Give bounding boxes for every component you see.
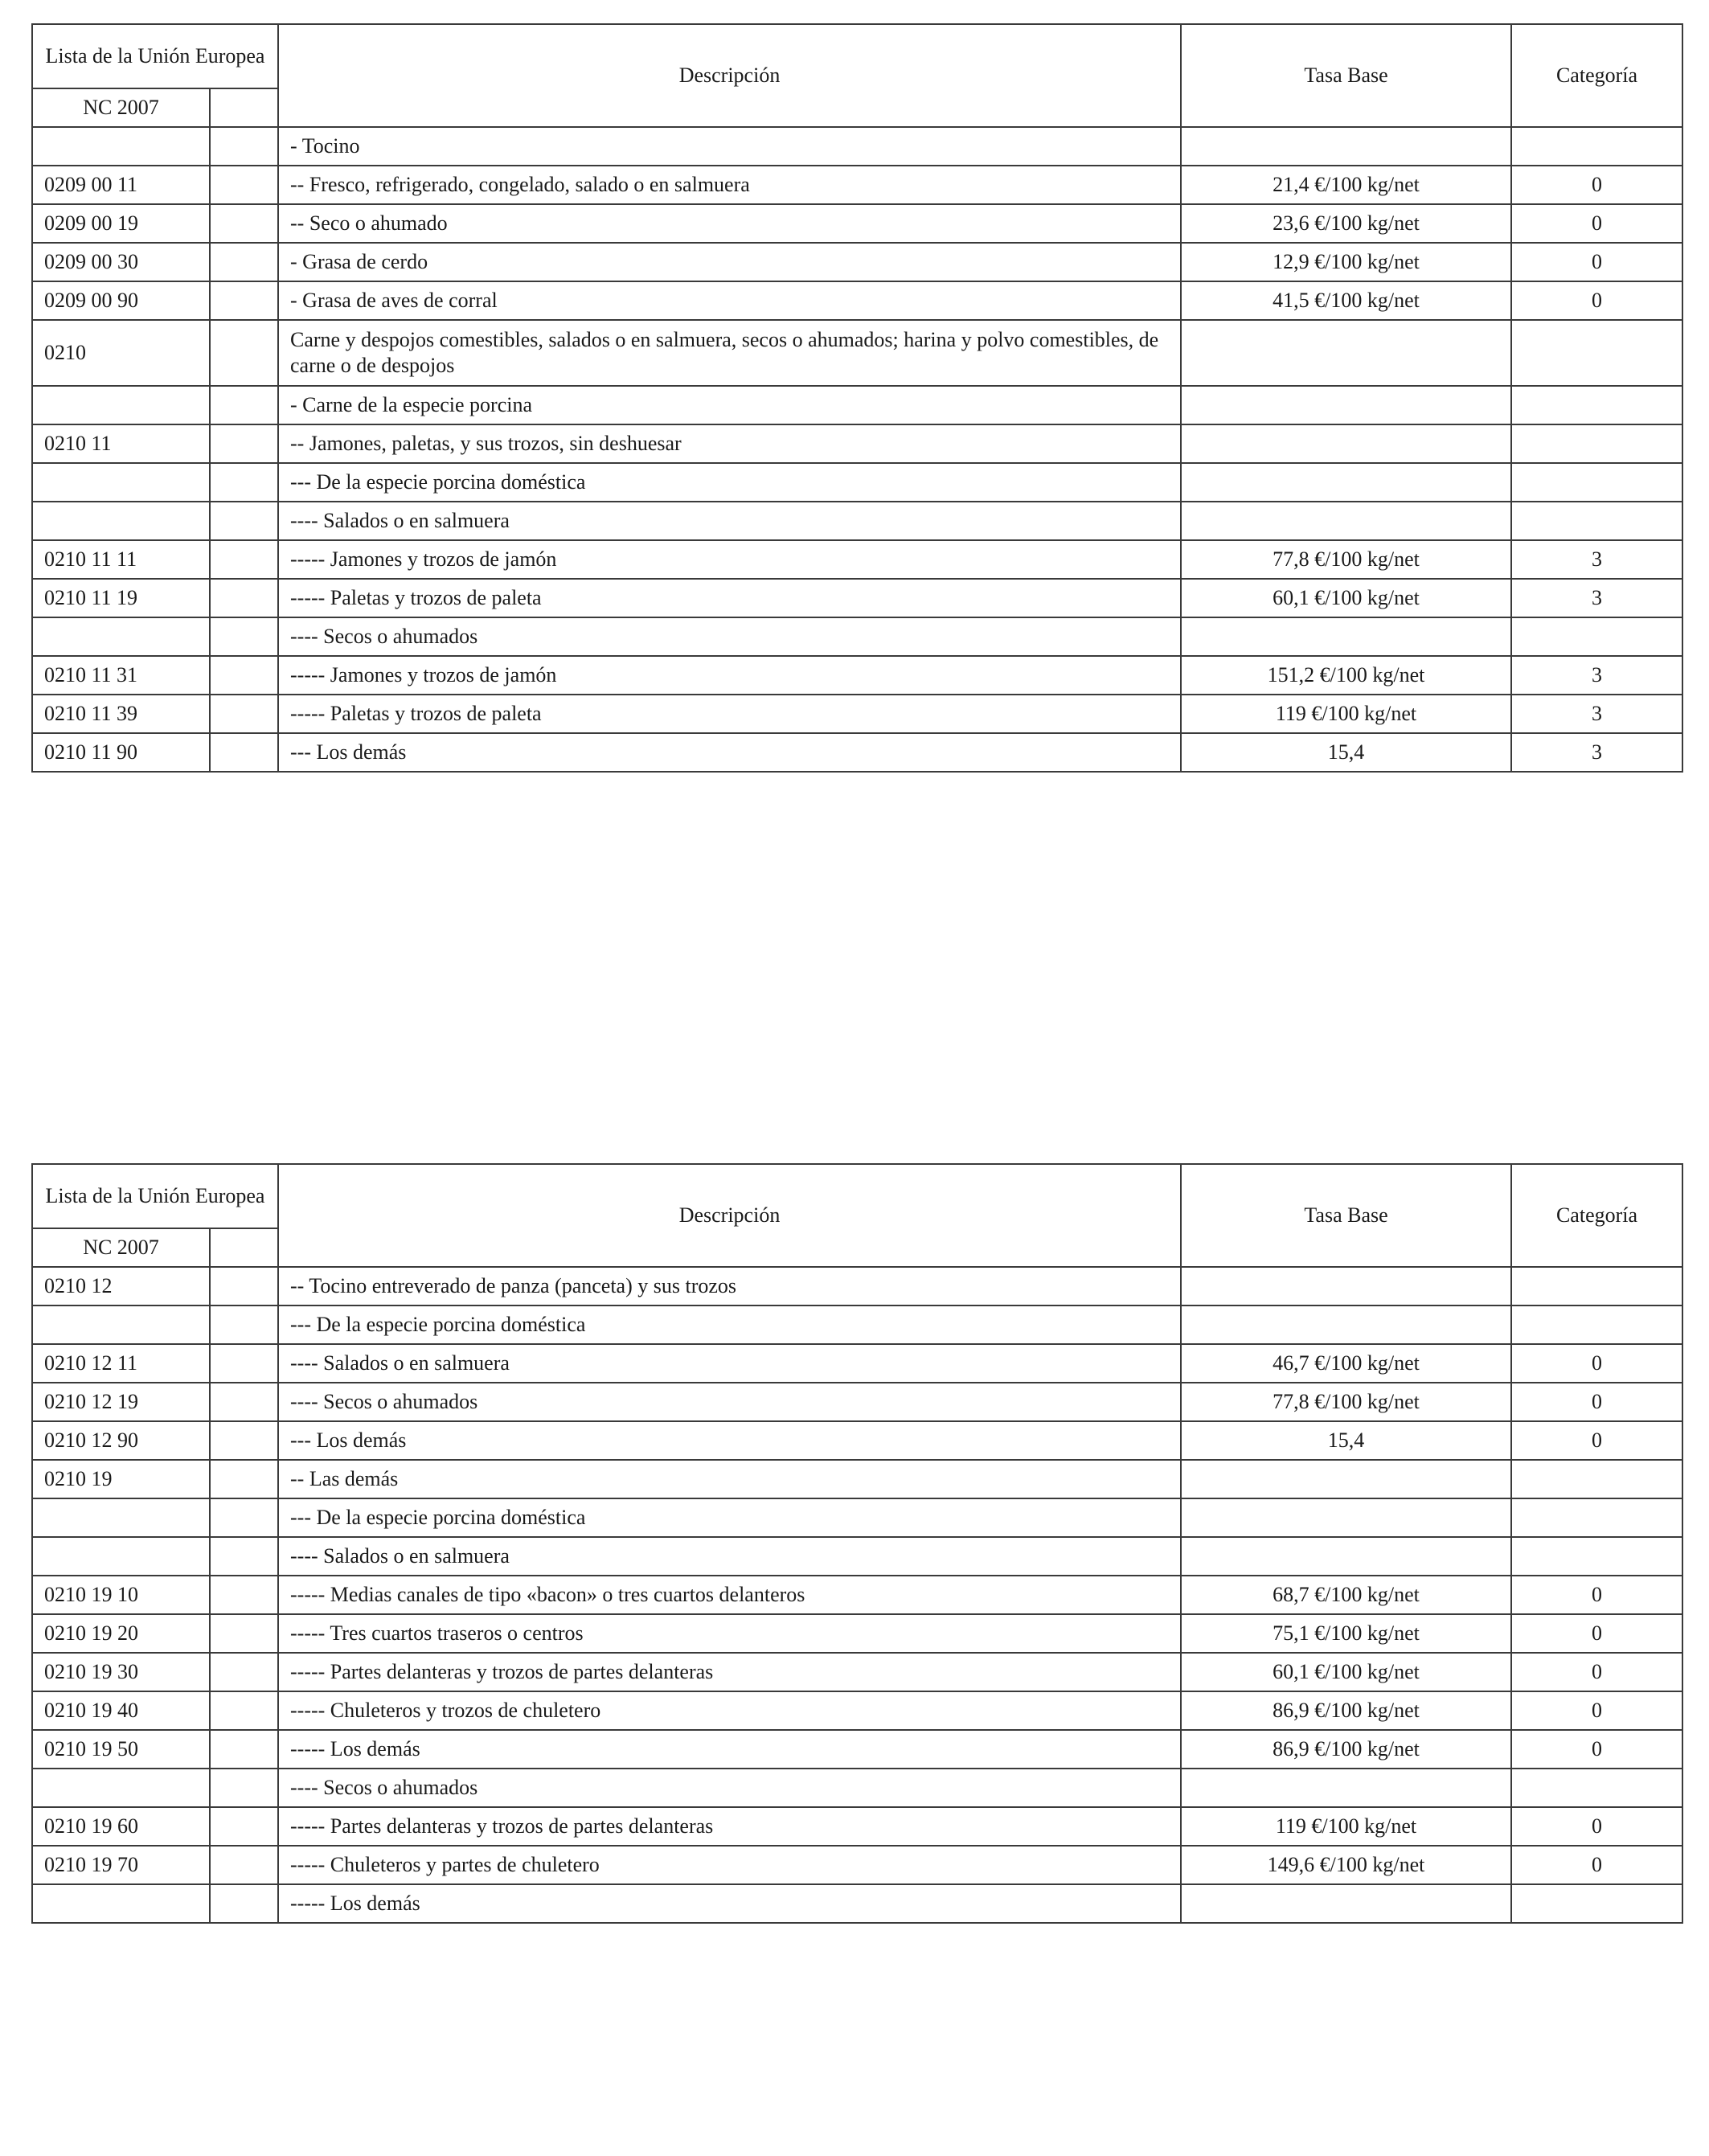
category-cell: 3 <box>1511 579 1682 617</box>
base-rate-cell <box>1181 1267 1511 1305</box>
base-rate-cell: 149,6 €/100 kg/net <box>1181 1846 1511 1884</box>
category-cell <box>1511 127 1682 166</box>
description-cell: --- Los demás <box>278 733 1181 772</box>
table-row <box>32 1653 1682 1691</box>
description-cell: ----- Chuleteros y trozos de chuletero <box>278 1691 1181 1730</box>
code-cell: 0210 19 30 <box>32 1653 210 1691</box>
code-cell: 0210 11 90 <box>32 733 210 772</box>
blank-cell <box>210 1653 278 1691</box>
code-cell <box>32 1498 210 1537</box>
code-cell: 0210 19 60 <box>32 1807 210 1846</box>
table-row <box>32 243 1682 281</box>
base-rate-cell: 151,2 €/100 kg/net <box>1181 656 1511 695</box>
category-cell <box>1511 424 1682 463</box>
table-row <box>32 1305 1682 1344</box>
blank-cell <box>210 1421 278 1460</box>
blank-cell <box>210 386 278 424</box>
table-body <box>32 127 1682 772</box>
code-cell: 0210 19 20 <box>32 1614 210 1653</box>
code-cell: 0210 19 <box>32 1460 210 1498</box>
blank-cell <box>210 695 278 733</box>
blank-cell <box>210 243 278 281</box>
code-cell: 0209 00 19 <box>32 204 210 243</box>
category-cell: 0 <box>1511 1576 1682 1614</box>
blank-cell <box>210 1498 278 1537</box>
description-cell: ----- Los demás <box>278 1730 1181 1769</box>
category-cell <box>1511 1884 1682 1923</box>
base-rate-cell: 77,8 €/100 kg/net <box>1181 540 1511 579</box>
description-cell: - Tocino <box>278 127 1181 166</box>
table-row <box>32 1537 1682 1576</box>
category-cell: 3 <box>1511 733 1682 772</box>
table-row <box>32 540 1682 579</box>
blank-cell <box>210 463 278 502</box>
category-cell: 0 <box>1511 243 1682 281</box>
header-description: Descripción <box>278 24 1181 127</box>
category-cell <box>1511 617 1682 656</box>
base-rate-cell <box>1181 1498 1511 1537</box>
base-rate-cell: 46,7 €/100 kg/net <box>1181 1344 1511 1383</box>
code-cell: 0210 19 10 <box>32 1576 210 1614</box>
code-cell <box>32 617 210 656</box>
code-cell: 0210 11 31 <box>32 656 210 695</box>
category-cell: 0 <box>1511 166 1682 204</box>
code-cell: 0210 12 <box>32 1267 210 1305</box>
table-body <box>32 1267 1682 1923</box>
description-cell: -- Jamones, paletas, y sus trozos, sin deshuesar <box>278 424 1181 463</box>
code-cell: 0210 12 19 <box>32 1383 210 1421</box>
description-cell: ---- Salados o en salmuera <box>278 1344 1181 1383</box>
category-cell <box>1511 1769 1682 1807</box>
code-cell <box>32 502 210 540</box>
base-rate-cell: 119 €/100 kg/net <box>1181 695 1511 733</box>
blank-cell <box>210 281 278 320</box>
description-cell: ---- Salados o en salmuera <box>278 502 1181 540</box>
base-rate-cell <box>1181 502 1511 540</box>
table-row <box>32 1807 1682 1846</box>
category-cell: 0 <box>1511 1344 1682 1383</box>
table-row <box>32 1383 1682 1421</box>
category-cell <box>1511 320 1682 386</box>
header-base-rate: Tasa Base <box>1181 24 1511 127</box>
table-row <box>32 204 1682 243</box>
description-cell: ----- Paletas y trozos de paleta <box>278 695 1181 733</box>
base-rate-cell <box>1181 1884 1511 1923</box>
table-row <box>32 617 1682 656</box>
base-rate-cell <box>1181 1769 1511 1807</box>
table-row <box>32 1460 1682 1498</box>
category-cell <box>1511 1305 1682 1344</box>
table-row <box>32 1691 1682 1730</box>
table-row <box>32 1267 1682 1305</box>
table-row <box>32 1769 1682 1807</box>
code-cell: 0210 12 11 <box>32 1344 210 1383</box>
description-cell: ----- Paletas y trozos de paleta <box>278 579 1181 617</box>
table-row <box>32 127 1682 166</box>
category-cell: 0 <box>1511 1807 1682 1846</box>
table-row <box>32 1884 1682 1923</box>
code-cell: 0210 11 11 <box>32 540 210 579</box>
category-cell: 0 <box>1511 281 1682 320</box>
code-cell: 0209 00 11 <box>32 166 210 204</box>
blank-cell <box>210 204 278 243</box>
base-rate-cell: 15,4 <box>1181 733 1511 772</box>
base-rate-cell: 60,1 €/100 kg/net <box>1181 1653 1511 1691</box>
description-cell: --- De la especie porcina doméstica <box>278 1498 1181 1537</box>
description-cell: - Grasa de cerdo <box>278 243 1181 281</box>
table-row <box>32 1498 1682 1537</box>
category-cell <box>1511 1498 1682 1537</box>
description-cell: ----- Los demás <box>278 1884 1181 1923</box>
base-rate-cell <box>1181 320 1511 386</box>
blank-cell <box>210 540 278 579</box>
category-cell <box>1511 1537 1682 1576</box>
description-cell: ----- Jamones y trozos de jamón <box>278 540 1181 579</box>
table-row <box>32 166 1682 204</box>
code-cell <box>32 386 210 424</box>
blank-cell <box>210 1460 278 1498</box>
table-row <box>32 656 1682 695</box>
category-cell: 0 <box>1511 204 1682 243</box>
base-rate-cell: 21,4 €/100 kg/net <box>1181 166 1511 204</box>
code-cell: 0210 11 39 <box>32 695 210 733</box>
header-blank-cell <box>210 88 278 127</box>
table-row <box>32 1730 1682 1769</box>
category-cell: 3 <box>1511 656 1682 695</box>
base-rate-cell: 41,5 €/100 kg/net <box>1181 281 1511 320</box>
base-rate-cell: 12,9 €/100 kg/net <box>1181 243 1511 281</box>
blank-cell <box>210 656 278 695</box>
blank-cell <box>210 1344 278 1383</box>
table-row <box>32 502 1682 540</box>
description-cell: -- Las demás <box>278 1460 1181 1498</box>
code-cell <box>32 1537 210 1576</box>
base-rate-cell <box>1181 617 1511 656</box>
base-rate-cell <box>1181 1305 1511 1344</box>
category-cell <box>1511 1460 1682 1498</box>
header-category: Categoría <box>1511 24 1682 127</box>
category-cell <box>1511 1267 1682 1305</box>
tariff-table-1 <box>31 23 1683 773</box>
description-cell: -- Seco o ahumado <box>278 204 1181 243</box>
header-eu-list: Lista de la Unión Europea <box>32 24 278 88</box>
code-cell: 0210 19 70 <box>32 1846 210 1884</box>
base-rate-cell: 77,8 €/100 kg/net <box>1181 1383 1511 1421</box>
blank-cell <box>210 1537 278 1576</box>
code-cell: 0209 00 30 <box>32 243 210 281</box>
blank-cell <box>210 1807 278 1846</box>
table-row <box>32 281 1682 320</box>
category-cell: 0 <box>1511 1614 1682 1653</box>
code-cell: 0210 19 50 <box>32 1730 210 1769</box>
header-description: Descripción <box>278 1164 1181 1267</box>
description-cell: ----- Chuleteros y partes de chuletero <box>278 1846 1181 1884</box>
table-row <box>32 463 1682 502</box>
code-cell <box>32 1305 210 1344</box>
description-cell: Carne y despojos comestibles, salados o en salmuera, secos o ahumados; harina y polvo comestibles, de carne o de despojos <box>278 320 1181 386</box>
blank-cell <box>210 320 278 386</box>
header-nc-2007: NC 2007 <box>32 88 210 127</box>
category-cell <box>1511 502 1682 540</box>
table-row <box>32 695 1682 733</box>
category-cell: 0 <box>1511 1653 1682 1691</box>
description-cell: - Grasa de aves de corral <box>278 281 1181 320</box>
table-row <box>32 1421 1682 1460</box>
code-cell <box>32 127 210 166</box>
base-rate-cell <box>1181 463 1511 502</box>
description-cell: - Carne de la especie porcina <box>278 386 1181 424</box>
blank-cell <box>210 1267 278 1305</box>
table-row <box>32 320 1682 386</box>
description-cell: -- Tocino entreverado de panza (panceta) y sus trozos <box>278 1267 1181 1305</box>
code-cell: 0210 19 40 <box>32 1691 210 1730</box>
blank-cell <box>210 579 278 617</box>
blank-cell <box>210 1730 278 1769</box>
code-cell: 0210 11 <box>32 424 210 463</box>
blank-cell <box>210 1691 278 1730</box>
category-cell: 0 <box>1511 1691 1682 1730</box>
code-cell: 0210 11 19 <box>32 579 210 617</box>
blank-cell <box>210 1884 278 1923</box>
blank-cell <box>210 617 278 656</box>
table-row <box>32 1846 1682 1884</box>
blank-cell <box>210 127 278 166</box>
base-rate-cell: 15,4 <box>1181 1421 1511 1460</box>
category-cell: 3 <box>1511 695 1682 733</box>
header-category: Categoría <box>1511 1164 1682 1267</box>
description-cell: ---- Secos o ahumados <box>278 617 1181 656</box>
header-eu-list: Lista de la Unión Europea <box>32 1164 278 1228</box>
description-cell: ----- Partes delanteras y trozos de partes delanteras <box>278 1653 1181 1691</box>
code-cell <box>32 1884 210 1923</box>
header-base-rate: Tasa Base <box>1181 1164 1511 1267</box>
description-cell: -- Fresco, refrigerado, congelado, salado o en salmuera <box>278 166 1181 204</box>
description-cell: ---- Salados o en salmuera <box>278 1537 1181 1576</box>
code-cell: 0209 00 90 <box>32 281 210 320</box>
description-cell: ----- Jamones y trozos de jamón <box>278 656 1181 695</box>
description-cell: --- De la especie porcina doméstica <box>278 463 1181 502</box>
base-rate-cell <box>1181 1537 1511 1576</box>
description-cell: ---- Secos o ahumados <box>278 1769 1181 1807</box>
category-cell: 3 <box>1511 540 1682 579</box>
blank-cell <box>210 502 278 540</box>
blank-cell <box>210 1846 278 1884</box>
header-nc-2007: NC 2007 <box>32 1228 210 1267</box>
base-rate-cell: 86,9 €/100 kg/net <box>1181 1730 1511 1769</box>
blank-cell <box>210 424 278 463</box>
blank-cell <box>210 1769 278 1807</box>
blank-cell <box>210 1614 278 1653</box>
table-row <box>32 1576 1682 1614</box>
base-rate-cell <box>1181 424 1511 463</box>
base-rate-cell: 119 €/100 kg/net <box>1181 1807 1511 1846</box>
category-cell: 0 <box>1511 1383 1682 1421</box>
category-cell: 0 <box>1511 1730 1682 1769</box>
base-rate-cell <box>1181 386 1511 424</box>
blank-cell <box>210 1576 278 1614</box>
base-rate-cell <box>1181 127 1511 166</box>
table-row <box>32 733 1682 772</box>
base-rate-cell: 23,6 €/100 kg/net <box>1181 204 1511 243</box>
blank-cell <box>210 166 278 204</box>
base-rate-cell <box>1181 1460 1511 1498</box>
description-cell: ----- Medias canales de tipo «bacon» o tres cuartos delanteros <box>278 1576 1181 1614</box>
header-blank-cell <box>210 1228 278 1267</box>
category-cell <box>1511 463 1682 502</box>
category-cell: 0 <box>1511 1846 1682 1884</box>
tariff-table-2 <box>31 1163 1683 1924</box>
description-cell: ----- Partes delanteras y trozos de partes delanteras <box>278 1807 1181 1846</box>
base-rate-cell: 60,1 €/100 kg/net <box>1181 579 1511 617</box>
blank-cell <box>210 733 278 772</box>
base-rate-cell: 75,1 €/100 kg/net <box>1181 1614 1511 1653</box>
table-row <box>32 1614 1682 1653</box>
base-rate-cell: 86,9 €/100 kg/net <box>1181 1691 1511 1730</box>
code-cell <box>32 1769 210 1807</box>
table-row <box>32 1344 1682 1383</box>
table-row <box>32 424 1682 463</box>
category-cell <box>1511 386 1682 424</box>
table-row <box>32 579 1682 617</box>
category-cell: 0 <box>1511 1421 1682 1460</box>
blank-cell <box>210 1383 278 1421</box>
base-rate-cell: 68,7 €/100 kg/net <box>1181 1576 1511 1614</box>
code-cell <box>32 463 210 502</box>
description-cell: ----- Tres cuartos traseros o centros <box>278 1614 1181 1653</box>
table-row <box>32 386 1682 424</box>
code-cell: 0210 <box>32 320 210 386</box>
description-cell: ---- Secos o ahumados <box>278 1383 1181 1421</box>
description-cell: --- De la especie porcina doméstica <box>278 1305 1181 1344</box>
blank-cell <box>210 1305 278 1344</box>
code-cell: 0210 12 90 <box>32 1421 210 1460</box>
description-cell: --- Los demás <box>278 1421 1181 1460</box>
